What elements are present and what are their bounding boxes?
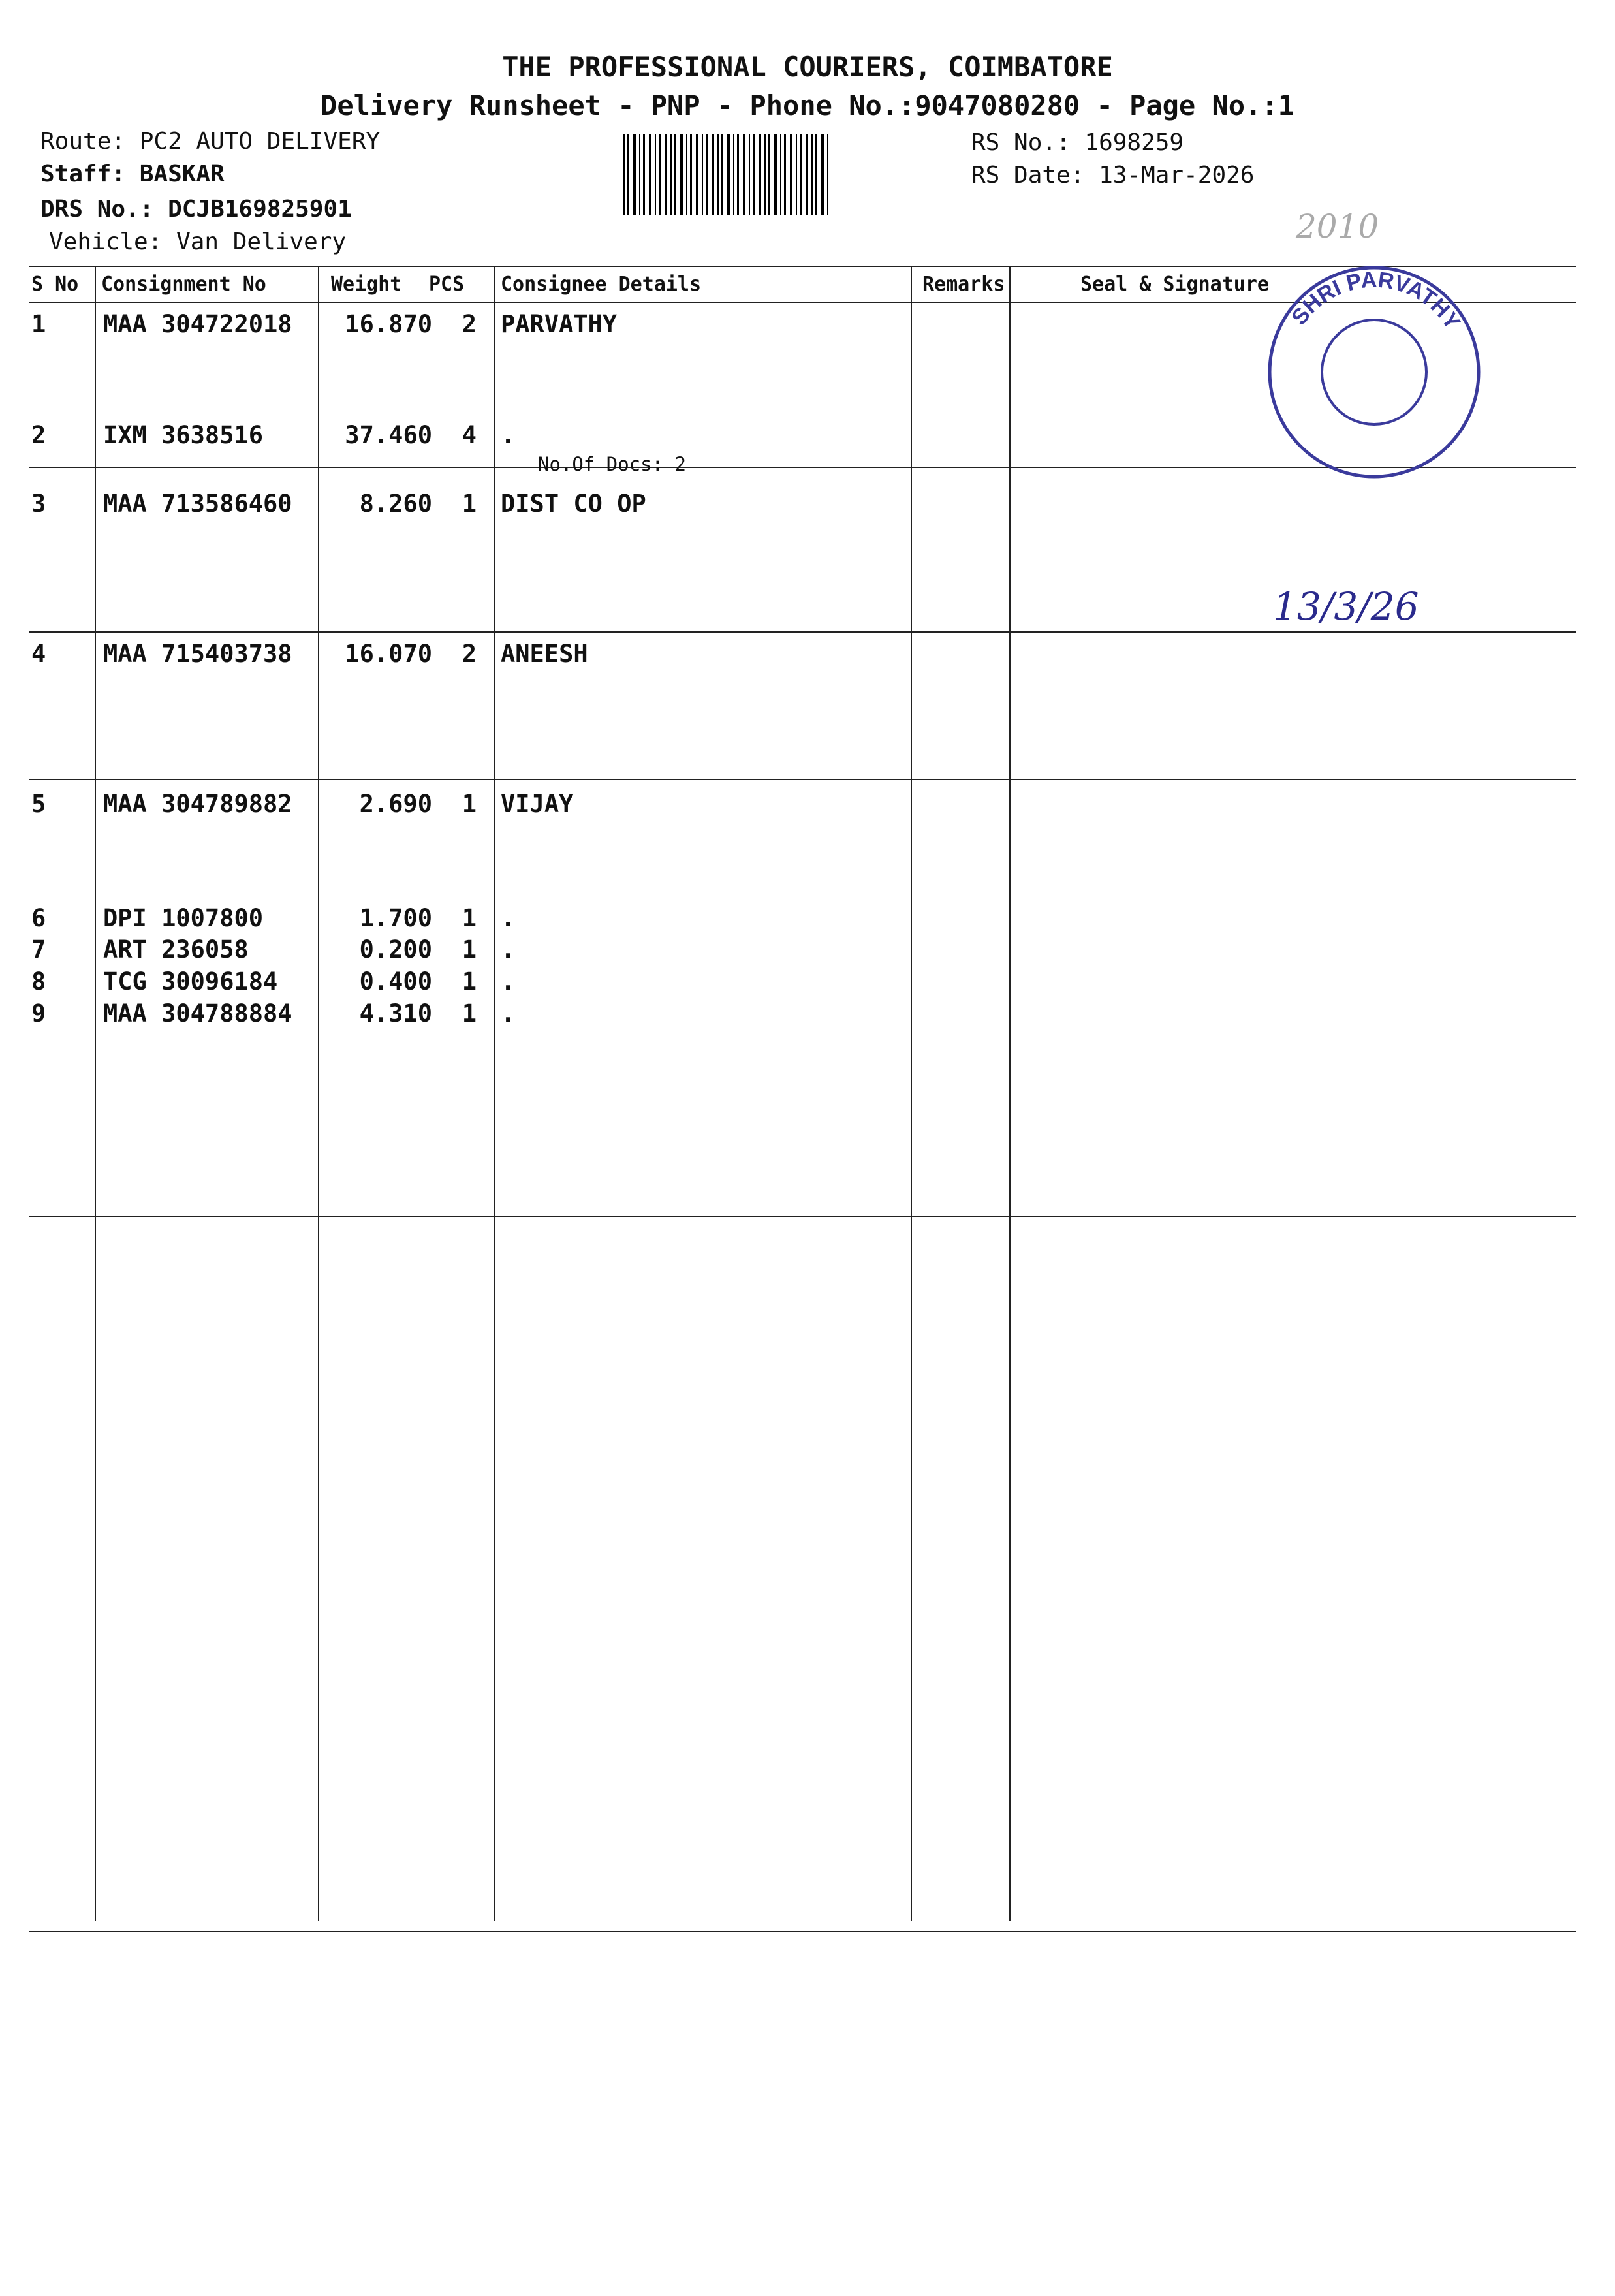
vehicle: Vehicle: Van Delivery bbox=[49, 228, 347, 255]
row-pcs: 1 bbox=[462, 936, 477, 964]
barcode-bar bbox=[712, 134, 714, 215]
row-pcs: 4 bbox=[462, 421, 477, 449]
barcode-bar bbox=[674, 134, 676, 215]
barcode-bar bbox=[643, 134, 645, 215]
row-weight: 16.870 bbox=[345, 310, 432, 338]
row-pcs: 1 bbox=[462, 999, 477, 1028]
docs-count: No.Of Docs: 2 bbox=[538, 453, 686, 475]
row-weight: 16.070 bbox=[345, 640, 432, 668]
row-consignment: MAA 715403738 bbox=[103, 640, 292, 668]
row-consignee: . bbox=[501, 967, 516, 996]
rs-no: RS No.: 1698259 bbox=[971, 129, 1184, 156]
barcode-bar bbox=[753, 134, 755, 215]
row-consignee: . bbox=[501, 936, 516, 964]
parvathy-stamp bbox=[1263, 261, 1485, 483]
barcode-bar bbox=[764, 134, 766, 215]
barcode-bar bbox=[768, 134, 770, 215]
row-pcs: 2 bbox=[462, 310, 477, 338]
barcode-bar bbox=[659, 134, 661, 215]
row-pcs: 1 bbox=[462, 490, 477, 518]
barcode-bar bbox=[655, 134, 656, 215]
row-sno: 8 bbox=[31, 967, 46, 996]
runsheet-subtitle: Delivery Runsheet - PNP - Phone No.:9047080280 - Page No.:1 bbox=[321, 89, 1294, 121]
barcode-bar bbox=[706, 134, 708, 215]
row-sno: 2 bbox=[31, 421, 46, 449]
route: Route: PC2 AUTO DELIVERY bbox=[40, 128, 381, 155]
barcode-bar bbox=[623, 134, 625, 215]
row-sno: 5 bbox=[31, 790, 46, 818]
row-weight: 1.700 bbox=[359, 904, 432, 932]
col-consignment: Consignment No bbox=[101, 273, 266, 296]
barcode-bar bbox=[627, 134, 629, 215]
barcode-bar bbox=[790, 134, 792, 215]
barcode-bar bbox=[649, 134, 651, 215]
row-consignment: ART 236058 bbox=[103, 936, 249, 964]
barcode-bar bbox=[670, 134, 672, 215]
staff: Staff: BASKAR bbox=[40, 161, 225, 187]
row-weight: 0.200 bbox=[359, 936, 432, 964]
col-consignee: Consignee Details bbox=[501, 273, 702, 296]
row-weight: 37.460 bbox=[345, 421, 432, 449]
drs-no: DRS No.: DCJB169825901 bbox=[40, 196, 352, 223]
barcode-bar bbox=[743, 134, 745, 215]
barcode-bar bbox=[665, 134, 667, 215]
row-consignment: DPI 1007800 bbox=[103, 904, 264, 932]
row-consignee: PARVATHY bbox=[501, 310, 618, 338]
row-consignee: . bbox=[501, 904, 516, 932]
barcode-bar bbox=[690, 134, 692, 215]
row-weight: 8.260 bbox=[359, 490, 432, 518]
barcode-bar bbox=[815, 134, 817, 215]
col-pcs: PCS bbox=[429, 273, 465, 296]
row-consignee: VIJAY bbox=[501, 790, 574, 818]
row-consignee: . bbox=[501, 421, 516, 449]
row-consignment: MAA 304788884 bbox=[103, 999, 292, 1028]
barcode-bar bbox=[680, 134, 683, 215]
barcode-bar bbox=[737, 134, 739, 215]
row-sno: 9 bbox=[31, 999, 46, 1028]
barcode-bar bbox=[759, 134, 761, 215]
row-weight: 0.400 bbox=[359, 967, 432, 996]
row-pcs: 1 bbox=[462, 967, 477, 996]
barcode-bar bbox=[811, 134, 813, 215]
barcode-bar bbox=[727, 134, 730, 215]
row-pcs: 1 bbox=[462, 790, 477, 818]
barcode-bar bbox=[696, 134, 698, 215]
barcode-bar bbox=[774, 134, 777, 215]
row-sno: 7 bbox=[31, 936, 46, 964]
rs-date: RS Date: 13-Mar-2026 bbox=[971, 162, 1255, 189]
barcode-bar bbox=[639, 134, 640, 215]
handwritten-date-1: 13/3/26 bbox=[1273, 584, 1419, 629]
barcode-bar bbox=[721, 134, 723, 215]
col-remarks: Remarks bbox=[922, 273, 1005, 296]
row-sno: 1 bbox=[31, 310, 46, 338]
row-pcs: 1 bbox=[462, 904, 477, 932]
row-sno: 6 bbox=[31, 904, 46, 932]
svg-text:SHRI PARVATHY: SHRI PARVATHY bbox=[1286, 267, 1466, 334]
row-consignee: ANEESH bbox=[501, 640, 588, 668]
barcode bbox=[623, 134, 963, 215]
barcode-bar bbox=[827, 134, 828, 215]
row-consignment: MAA 304722018 bbox=[103, 310, 292, 338]
row-sno: 4 bbox=[31, 640, 46, 668]
row-consignment: MAA 304789882 bbox=[103, 790, 292, 818]
barcode-bar bbox=[633, 134, 636, 215]
row-weight: 2.690 bbox=[359, 790, 432, 818]
row-weight: 4.310 bbox=[359, 999, 432, 1028]
barcode-bar bbox=[686, 134, 687, 215]
barcode-bar bbox=[749, 134, 750, 215]
barcode-bar bbox=[796, 134, 797, 215]
row-consignee: . bbox=[501, 999, 516, 1028]
barcode-bar bbox=[702, 134, 703, 215]
barcode-bar bbox=[806, 134, 808, 215]
row-consignment: IXM 3638516 bbox=[103, 421, 264, 449]
barcode-bar bbox=[821, 134, 824, 215]
handwritten-note: 2010 bbox=[1296, 208, 1379, 245]
row-pcs: 2 bbox=[462, 640, 477, 668]
row-consignee: DIST CO OP bbox=[501, 490, 646, 518]
company-title: THE PROFESSIONAL COURIERS, COIMBATORE bbox=[502, 51, 1113, 83]
col-sno: S No bbox=[31, 273, 79, 296]
barcode-bar bbox=[717, 134, 719, 215]
row-sno: 3 bbox=[31, 490, 46, 518]
col-weight: Weight bbox=[331, 273, 402, 296]
barcode-bar bbox=[733, 134, 734, 215]
row-consignment: MAA 713586460 bbox=[103, 490, 292, 518]
barcode-bar bbox=[780, 134, 781, 215]
barcode-bar bbox=[784, 134, 786, 215]
col-seal: Seal & Signature bbox=[1080, 273, 1269, 296]
row-consignment: TCG 30096184 bbox=[103, 967, 278, 996]
barcode-bar bbox=[800, 134, 802, 215]
